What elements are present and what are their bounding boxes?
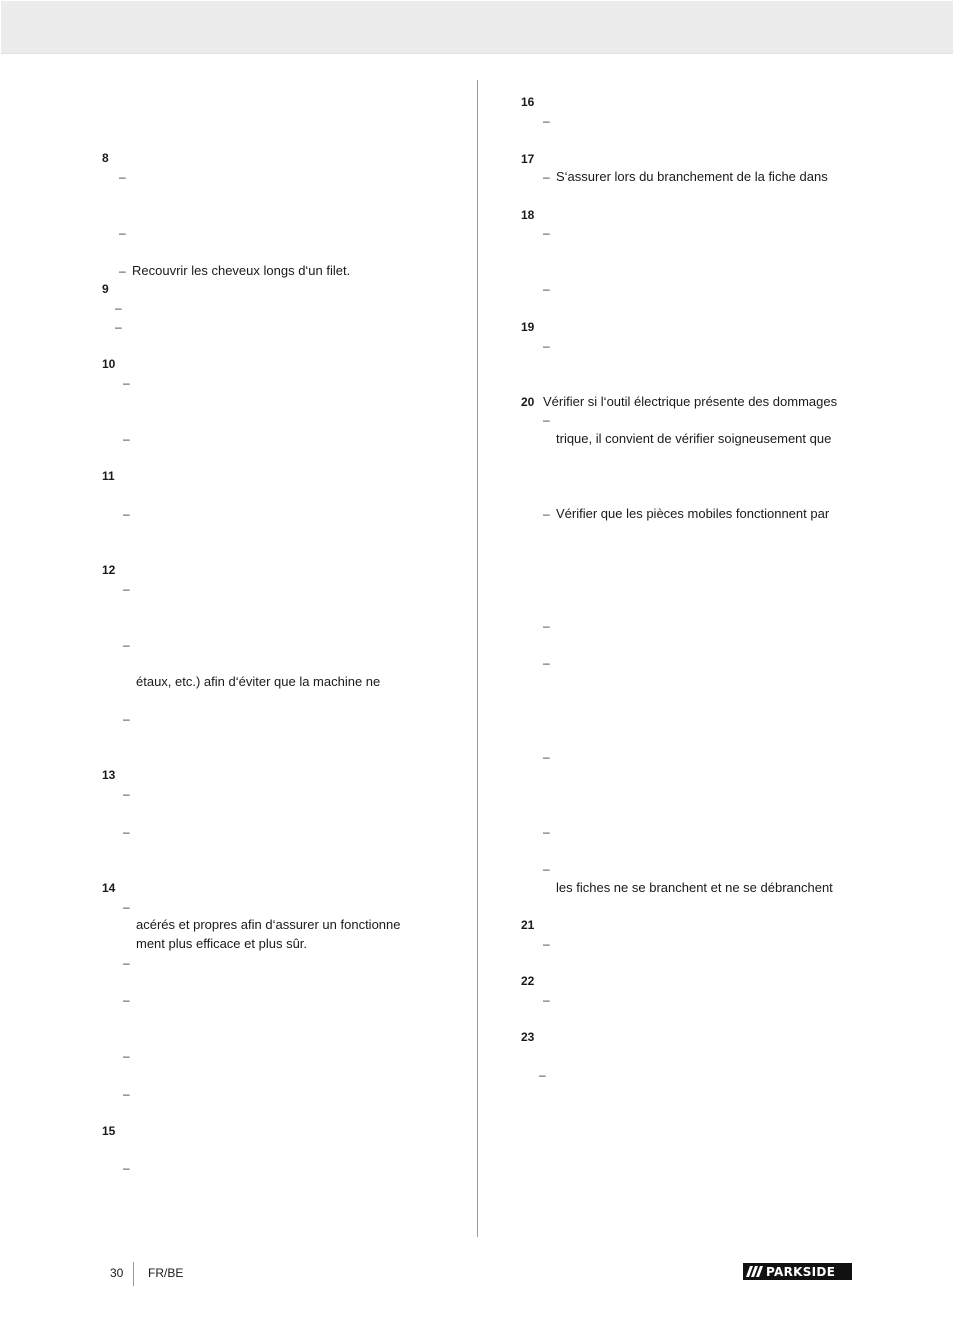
bullet-dash: – xyxy=(123,1161,130,1175)
bullet-dash: – xyxy=(543,656,550,670)
safety-text: S‘assurer lors du branchement de la fiche dans xyxy=(556,169,828,184)
safety-text: étaux, etc.) afin d‘éviter que la machine ne xyxy=(136,674,381,689)
section-number-19: 19 xyxy=(521,320,535,334)
bullet-dash: – xyxy=(119,264,126,278)
bullet-dash: – xyxy=(119,226,126,240)
bullet-dash: – xyxy=(123,825,130,839)
safety-text: Recouvrir les cheveux longs d‘un filet. xyxy=(132,263,351,278)
section-heading: Vérifier si l‘outil électrique présente des dommages xyxy=(543,394,838,409)
bullet-dash: – xyxy=(539,1068,546,1082)
bullet-dash: – xyxy=(543,170,550,184)
bullet-dash: – xyxy=(543,413,550,427)
bullet-dash: – xyxy=(123,582,130,596)
section-number-21: 21 xyxy=(521,918,535,932)
section-number-12: 12 xyxy=(102,563,116,577)
bullet-dash: – xyxy=(543,750,550,764)
bullet-dash: – xyxy=(123,1049,130,1063)
bullet-dash: – xyxy=(543,619,550,633)
logo-stripes-icon xyxy=(743,1263,765,1280)
bullet-dash: – xyxy=(123,1087,130,1101)
bullet-dash: – xyxy=(123,638,130,652)
safety-text: Vérifier que les pièces mobiles fonctionnent par xyxy=(556,506,830,521)
header-band xyxy=(1,1,953,54)
section-number-23: 23 xyxy=(521,1030,535,1044)
bullet-dash: – xyxy=(543,862,550,876)
bullet-dash: – xyxy=(115,320,122,334)
bullet-dash: – xyxy=(119,170,126,184)
bullet-dash: – xyxy=(543,825,550,839)
safety-text: ment plus efficace et plus sûr. xyxy=(136,936,308,951)
section-number-15: 15 xyxy=(102,1124,116,1138)
section-number-11: 11 xyxy=(102,469,115,483)
language-code: FR/BE xyxy=(148,1266,184,1280)
bullet-dash: – xyxy=(123,432,130,446)
section-number-17: 17 xyxy=(521,152,535,166)
brand-name: PARKSIDE xyxy=(766,1264,836,1279)
bullet-dash: – xyxy=(123,956,130,970)
bullet-dash: – xyxy=(543,114,550,128)
section-number-9: 9 xyxy=(102,282,109,296)
bullet-dash: – xyxy=(115,301,122,315)
section-number-18: 18 xyxy=(521,208,535,222)
bullet-dash: – xyxy=(123,993,130,1007)
footer-divider xyxy=(133,1262,134,1286)
safety-text: trique, il convient de vérifier soigneusement que xyxy=(556,431,832,446)
column-divider xyxy=(477,80,478,1237)
bullet-dash: – xyxy=(543,993,550,1007)
section-number-16: 16 xyxy=(521,95,535,109)
page-number: 30 xyxy=(110,1266,124,1280)
bullet-dash: – xyxy=(123,712,130,726)
section-number-10: 10 xyxy=(102,357,116,371)
bullet-dash: – xyxy=(543,937,550,951)
safety-text: acérés et propres afin d‘assurer un fonctionne xyxy=(136,917,401,932)
bullet-dash: – xyxy=(543,507,550,521)
safety-text: les fiches ne se branchent et ne se débranchent xyxy=(556,880,833,895)
bullet-dash: – xyxy=(543,282,550,296)
brand-logo xyxy=(743,1263,852,1280)
bullet-dash: – xyxy=(543,226,550,240)
bullet-dash: – xyxy=(123,507,130,521)
section-number-8: 8 xyxy=(102,151,109,165)
bullet-dash: – xyxy=(543,339,550,353)
section-number-13: 13 xyxy=(102,768,116,782)
bullet-dash: – xyxy=(123,376,130,390)
section-number-22: 22 xyxy=(521,974,535,988)
bullet-dash: – xyxy=(123,787,130,801)
bullet-dash: – xyxy=(123,900,130,914)
section-number-14: 14 xyxy=(102,881,116,895)
section-number-20: 20 xyxy=(521,395,535,409)
